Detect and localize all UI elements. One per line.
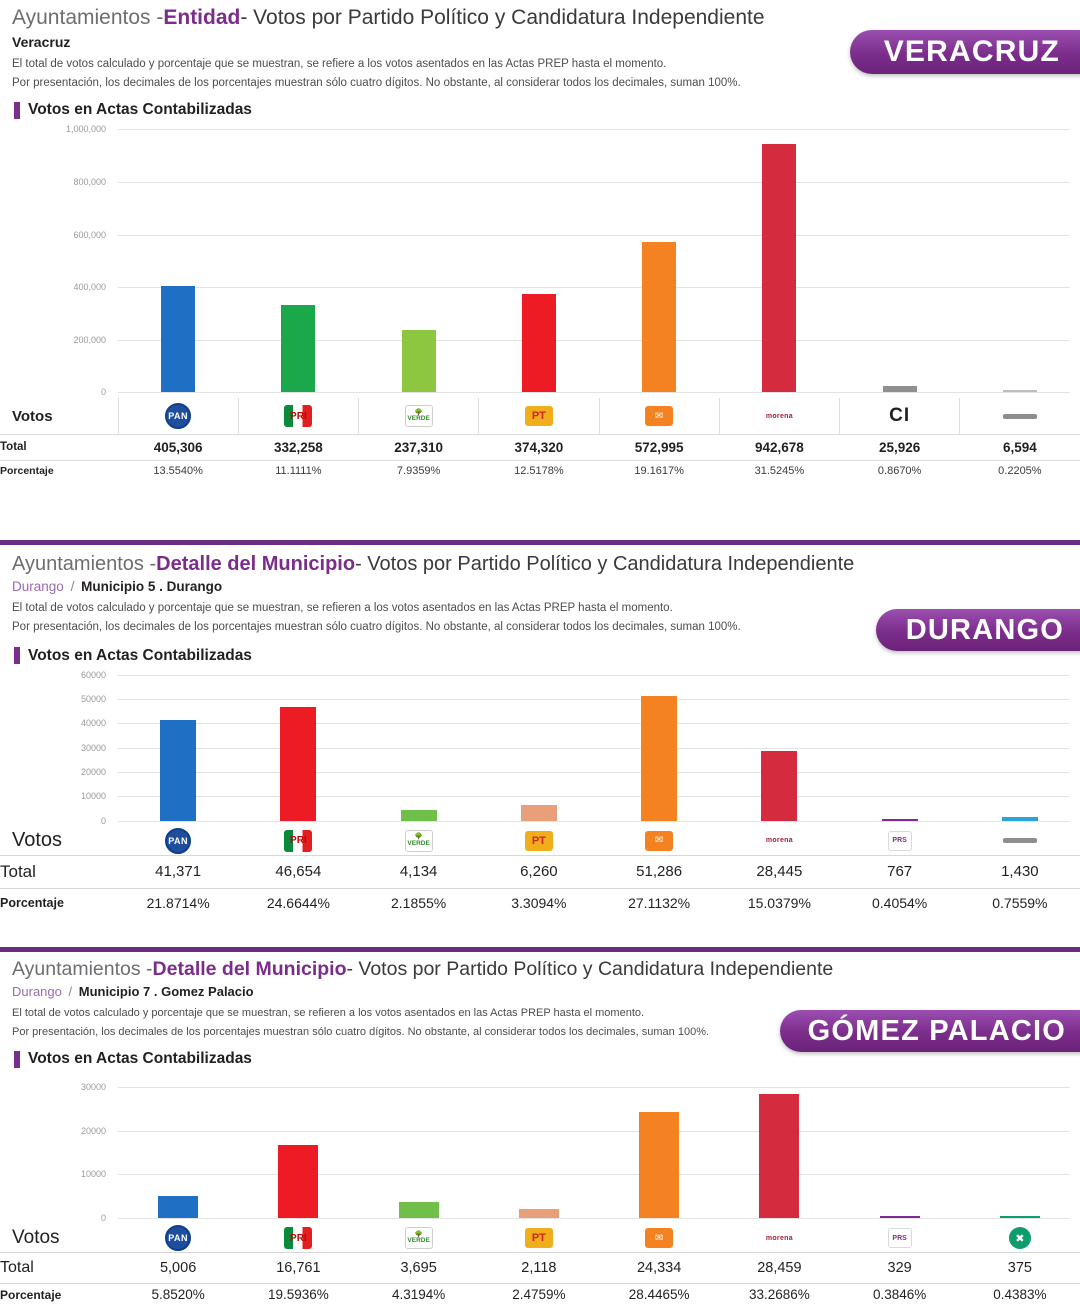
party-logo-cell[interactable] bbox=[599, 1224, 719, 1253]
page-title-veracruz bbox=[0, 0, 1080, 30]
state-ribbon-durango: DURANGO bbox=[876, 609, 1080, 651]
bar-mc[interactable] bbox=[642, 242, 676, 393]
bar-column bbox=[118, 669, 238, 821]
percent-value: 12.5178% bbox=[479, 460, 599, 483]
party-logo-cell[interactable] bbox=[238, 398, 358, 434]
breadcrumb-state[interactable]: Durango bbox=[12, 984, 62, 999]
party-logo-cell[interactable] bbox=[960, 398, 1080, 434]
party-logo-cell[interactable] bbox=[479, 398, 599, 434]
y-axis-tick-label: 50000 bbox=[80, 693, 106, 704]
party-logo-cell[interactable] bbox=[960, 1224, 1080, 1253]
pvem-icon: 🌳 VERDE bbox=[405, 405, 433, 427]
total-value: 3,695 bbox=[359, 1253, 479, 1284]
y-axis-tick-label: 400,000 bbox=[73, 282, 106, 293]
total-value: 41,371 bbox=[118, 855, 238, 888]
y-axis-tick-label: 20000 bbox=[80, 1125, 106, 1136]
section-title: Votos en Actas Contabilizadas bbox=[28, 646, 252, 664]
breadcrumb-separator: / bbox=[68, 984, 73, 999]
percent-value: 33.2686% bbox=[719, 1284, 839, 1306]
title-prefix: Ayuntamientos - bbox=[12, 553, 157, 575]
party-logo-cell[interactable] bbox=[118, 1224, 238, 1253]
title-suffix: - Votos por Partido Político y Candidatura Independiente bbox=[346, 958, 834, 980]
y-axis-tick-label: 0 bbox=[100, 815, 106, 826]
percent-value: 15.0379% bbox=[719, 888, 839, 917]
fxm-icon: ✖ bbox=[1009, 1227, 1031, 1249]
y-axis-tick-label: 200,000 bbox=[73, 334, 106, 345]
party-logo-cell[interactable] bbox=[840, 1224, 960, 1253]
total-value: 16,761 bbox=[238, 1253, 358, 1284]
chart-veracruz bbox=[0, 123, 1080, 398]
bar-pan[interactable] bbox=[158, 1196, 198, 1218]
bar-column bbox=[960, 669, 1080, 821]
party-logo-row bbox=[0, 827, 1080, 856]
y-axis-tick-label: 10000 bbox=[80, 1169, 106, 1180]
total-label: Total bbox=[0, 1253, 118, 1284]
morena-icon: morena bbox=[754, 409, 804, 423]
section-accent-bar bbox=[14, 647, 20, 664]
percent-value: 2.4759% bbox=[479, 1284, 599, 1306]
breadcrumb-gomez-palacio bbox=[0, 981, 1080, 999]
total-value: 767 bbox=[840, 855, 960, 888]
page-title-gomez-palacio bbox=[0, 952, 1080, 981]
percent-value: 21.8714% bbox=[118, 888, 238, 917]
total-value: 5,006 bbox=[118, 1253, 238, 1284]
pan-icon: PAN bbox=[165, 828, 191, 854]
total-value: 405,306 bbox=[118, 434, 238, 460]
percent-label: Porcentaje bbox=[0, 460, 118, 483]
votes-label: Votos bbox=[12, 829, 63, 851]
state-ribbon-gomez-palacio: GÓMEZ PALACIO bbox=[780, 1010, 1080, 1052]
y-axis-tick-label: 0 bbox=[100, 387, 106, 398]
pri-icon: PRI bbox=[284, 405, 312, 427]
bar-column bbox=[238, 669, 358, 821]
bar-pri[interactable] bbox=[278, 1145, 318, 1218]
note-line-1: El total de votos calculado y porcentaje que se muestran, se refieren a los votos asentados en las Actas PREP hasta el momento. bbox=[12, 602, 673, 614]
other-icon bbox=[1003, 838, 1037, 843]
total-value: 6,260 bbox=[479, 855, 599, 888]
bar-column bbox=[238, 123, 358, 392]
percent-value: 4.3194% bbox=[359, 1284, 479, 1306]
bar-mc[interactable] bbox=[639, 1112, 679, 1218]
title-suffix: - Votos por Partido Político y Candidatura Independiente bbox=[240, 6, 765, 29]
bar-otros[interactable] bbox=[1002, 817, 1038, 820]
total-value: 237,310 bbox=[359, 434, 479, 460]
bar-column bbox=[359, 123, 479, 392]
title-prefix: Ayuntamientos - bbox=[12, 958, 153, 980]
party-logo-cell[interactable] bbox=[359, 1224, 479, 1253]
bar-pt[interactable] bbox=[522, 294, 556, 392]
breadcrumb-municipio: Municipio 7 . Gomez Palacio bbox=[78, 984, 254, 999]
party-logo-cell[interactable] bbox=[960, 827, 1080, 856]
bar-column bbox=[359, 669, 479, 821]
y-axis-tick-label: 0 bbox=[100, 1213, 106, 1223]
bar-column bbox=[960, 1072, 1080, 1218]
panel-veracruz bbox=[0, 0, 1080, 540]
votes-table-gomez-palacio bbox=[0, 1224, 1080, 1305]
panel-gomez-palacio bbox=[0, 952, 1080, 1312]
total-value: 332,258 bbox=[238, 434, 358, 460]
party-logo-cell[interactable] bbox=[359, 398, 479, 434]
title-scope: Detalle del Municipio bbox=[156, 553, 356, 575]
percent-label: Porcentaje bbox=[0, 888, 118, 917]
votes-label: Votos bbox=[12, 407, 53, 425]
y-axis-tick-label: 30000 bbox=[80, 1081, 106, 1092]
votes-table-veracruz bbox=[0, 398, 1080, 483]
breadcrumb-state[interactable]: Durango bbox=[12, 579, 64, 594]
total-value: 24,334 bbox=[599, 1253, 719, 1284]
y-axis-tick-label: 30000 bbox=[80, 742, 106, 753]
bar-pan[interactable] bbox=[160, 720, 196, 821]
party-logo-cell[interactable] bbox=[719, 398, 839, 434]
percent-value: 3.3094% bbox=[479, 888, 599, 917]
bar-column bbox=[840, 123, 960, 392]
title-scope: Detalle del Municipio bbox=[152, 958, 347, 980]
percent-value: 19.5936% bbox=[238, 1284, 358, 1306]
percent-value: 27.1132% bbox=[599, 888, 719, 917]
table-row-total bbox=[0, 434, 1080, 460]
y-axis-tick-label: 20000 bbox=[80, 766, 106, 777]
percent-label: Porcentaje bbox=[0, 1284, 118, 1306]
bar-morena[interactable] bbox=[761, 751, 797, 820]
table-row-percent bbox=[0, 888, 1080, 917]
pvem-icon: 🌳 VERDE bbox=[405, 830, 433, 852]
total-value: 374,320 bbox=[479, 434, 599, 460]
mc-icon: ✉ bbox=[645, 1228, 673, 1248]
total-value: 6,594 bbox=[960, 434, 1080, 460]
mc-icon: ✉ bbox=[645, 406, 673, 426]
bar-prs[interactable] bbox=[880, 1216, 920, 1218]
total-value: 942,678 bbox=[719, 434, 839, 460]
party-logo-cell[interactable] bbox=[479, 827, 599, 856]
mc-icon: ✉ bbox=[645, 831, 673, 851]
percent-value: 7.9359% bbox=[359, 460, 479, 483]
pt-icon: PT bbox=[525, 831, 553, 851]
panel-durango bbox=[0, 545, 1080, 947]
section-title-row-veracruz bbox=[0, 91, 1080, 123]
bar-pri[interactable] bbox=[281, 305, 315, 392]
total-value: 1,430 bbox=[960, 855, 1080, 888]
prs-icon: PRS bbox=[888, 831, 912, 851]
bar-pt[interactable] bbox=[521, 805, 557, 820]
y-axis-tick-label: 600,000 bbox=[73, 229, 106, 240]
bar-column bbox=[238, 1072, 358, 1218]
total-value: 2,118 bbox=[479, 1253, 599, 1284]
page-title-durango bbox=[0, 545, 1080, 576]
pvem-icon: 🌳 VERDE bbox=[405, 1227, 433, 1249]
percent-value: 31.5245% bbox=[719, 460, 839, 483]
chart-gomez-palacio bbox=[0, 1072, 1080, 1224]
party-logo-cell[interactable] bbox=[840, 827, 960, 856]
note-line-1: El total de votos calculado y porcentaje que se muestran, se refiere a los votos asentados en las Actas PREP hasta el momento. bbox=[12, 58, 667, 70]
chart-durango bbox=[0, 669, 1080, 827]
y-axis-tick-label: 1,000,000 bbox=[65, 124, 106, 135]
total-value: 4,134 bbox=[359, 855, 479, 888]
state-ribbon-veracruz: VERACRUZ bbox=[850, 30, 1080, 74]
y-axis-tick-label: 40000 bbox=[80, 718, 106, 729]
percent-value: 13.5540% bbox=[118, 460, 238, 483]
table-row-percent bbox=[0, 1284, 1080, 1306]
title-prefix: Ayuntamientos - bbox=[12, 6, 164, 29]
pan-icon: PAN bbox=[165, 1225, 191, 1251]
bar-pt[interactable] bbox=[519, 1209, 559, 1218]
percent-value: 0.4054% bbox=[840, 888, 960, 917]
percent-value: 0.2205% bbox=[960, 460, 1080, 483]
party-logo-cell[interactable] bbox=[238, 827, 358, 856]
party-logo-cell[interactable] bbox=[719, 827, 839, 856]
bar-morena[interactable] bbox=[762, 144, 796, 392]
bar-column bbox=[359, 1072, 479, 1218]
total-value: 28,445 bbox=[719, 855, 839, 888]
note-line-2: Por presentación, los decimales de los porcentajes muestran sólo cuatro dígitos. No obstante, al considerar todos los decimales, suman 100%. bbox=[12, 76, 741, 89]
bar-ci[interactable] bbox=[883, 386, 917, 393]
bar-pri[interactable] bbox=[280, 707, 316, 821]
bar-column bbox=[599, 1072, 719, 1218]
bar-column bbox=[719, 123, 839, 392]
bar-fxm[interactable] bbox=[1000, 1216, 1040, 1218]
morena-icon: morena bbox=[754, 834, 804, 848]
total-value: 51,286 bbox=[599, 855, 719, 888]
percent-value: 2.1855% bbox=[359, 888, 479, 917]
party-logo-cell[interactable] bbox=[599, 827, 719, 856]
total-value: 28,459 bbox=[719, 1253, 839, 1284]
bar-pvem[interactable] bbox=[399, 1202, 439, 1218]
table-row-total bbox=[0, 1253, 1080, 1284]
percent-value: 19.1617% bbox=[599, 460, 719, 483]
bar-column bbox=[719, 1072, 839, 1218]
party-logo-row bbox=[0, 1224, 1080, 1253]
bar-column bbox=[840, 669, 960, 821]
votes-table-durango bbox=[0, 827, 1080, 917]
bar-column bbox=[599, 669, 719, 821]
total-label: Total bbox=[0, 855, 118, 888]
bar-column bbox=[960, 123, 1080, 392]
section-title: Votos en Actas Contabilizadas bbox=[28, 1050, 252, 1067]
pt-icon: PT bbox=[525, 406, 553, 426]
total-label: Total bbox=[0, 434, 118, 460]
pan-icon: PAN bbox=[165, 403, 191, 429]
pri-icon: PRI bbox=[284, 830, 312, 852]
party-logo-cell[interactable] bbox=[118, 827, 238, 856]
pt-icon: PT bbox=[525, 1228, 553, 1248]
breadcrumb-municipio: Municipio 5 . Durango bbox=[81, 579, 223, 594]
total-value: 572,995 bbox=[599, 434, 719, 460]
percent-value: 0.8670% bbox=[840, 460, 960, 483]
percent-value: 24.6644% bbox=[238, 888, 358, 917]
section-accent-bar bbox=[14, 1051, 20, 1068]
percent-value: 0.7559% bbox=[960, 888, 1080, 917]
party-logo-cell[interactable] bbox=[719, 1224, 839, 1253]
percent-value: 11.1111% bbox=[238, 460, 358, 483]
total-value: 25,926 bbox=[840, 434, 960, 460]
breadcrumb-durango bbox=[0, 576, 1080, 594]
title-suffix: - Votos por Partido Político y Candidatura Independiente bbox=[355, 553, 855, 575]
note-line-2: Por presentación, los decimales de los porcentajes muestran sólo cuatro dígitos. No obstante, al considerar todos los decimales, suman 100%. bbox=[12, 1025, 710, 1038]
percent-value: 28.4465% bbox=[599, 1284, 719, 1306]
bar-column bbox=[479, 669, 599, 821]
percent-value: 0.4383% bbox=[960, 1284, 1080, 1306]
percent-value: 0.3846% bbox=[840, 1284, 960, 1306]
table-row-total bbox=[0, 855, 1080, 888]
bar-morena[interactable] bbox=[759, 1094, 799, 1219]
bar-column bbox=[479, 1072, 599, 1218]
note-line-1: El total de votos calculado y porcentaje que se muestran, se refieren a los votos asentados en las Actas PREP hasta el momento. bbox=[12, 1007, 645, 1019]
bar-column bbox=[118, 123, 238, 392]
percent-value: 5.8520% bbox=[118, 1284, 238, 1306]
bar-column bbox=[840, 1072, 960, 1218]
bar-prs[interactable] bbox=[882, 819, 918, 821]
morena-icon: morena bbox=[754, 1231, 804, 1245]
party-logo-cell[interactable] bbox=[599, 398, 719, 434]
note-line-2: Por presentación, los decimales de los porcentajes muestran sólo cuatro dígitos. No obstante, al considerar todos los decimales, suman 100%. bbox=[12, 621, 741, 634]
bar-column bbox=[118, 1072, 238, 1218]
y-axis-tick-label: 800,000 bbox=[73, 176, 106, 187]
party-logo-cell[interactable] bbox=[118, 398, 238, 434]
section-accent-bar bbox=[14, 102, 20, 119]
party-logo-cell[interactable] bbox=[840, 398, 960, 434]
party-logo-cell[interactable] bbox=[238, 1224, 358, 1253]
bar-pvem[interactable] bbox=[402, 330, 436, 392]
party-logo-row bbox=[0, 398, 1080, 434]
prs-icon: PRS bbox=[888, 1228, 912, 1248]
votes-label: Votos bbox=[12, 1227, 60, 1248]
plot-area bbox=[118, 669, 1080, 827]
ci-label: CI bbox=[889, 405, 911, 427]
pri-icon: PRI bbox=[284, 1227, 312, 1249]
party-logo-cell[interactable] bbox=[479, 1224, 599, 1253]
title-scope: Entidad bbox=[163, 6, 241, 29]
bar-pan[interactable] bbox=[161, 286, 195, 393]
bar-column bbox=[719, 669, 839, 821]
breadcrumb-separator: / bbox=[70, 579, 75, 594]
bar-pvem[interactable] bbox=[401, 810, 437, 820]
party-logo-cell[interactable] bbox=[359, 827, 479, 856]
plot-area bbox=[118, 123, 1080, 398]
y-axis-tick-label: 60000 bbox=[80, 669, 106, 680]
state-subtitle: Veracruz bbox=[12, 34, 71, 50]
table-row-percent bbox=[0, 460, 1080, 483]
bar-mc[interactable] bbox=[641, 696, 677, 821]
bar-otros[interactable] bbox=[1003, 390, 1037, 392]
total-value: 375 bbox=[960, 1253, 1080, 1284]
section-title: Votos en Actas Contabilizadas bbox=[28, 101, 252, 119]
y-axis-tick-label: 10000 bbox=[80, 791, 106, 802]
other-icon bbox=[1003, 414, 1037, 419]
total-value: 329 bbox=[840, 1253, 960, 1284]
bar-column bbox=[599, 123, 719, 392]
total-value: 46,654 bbox=[238, 855, 358, 888]
bar-column bbox=[479, 123, 599, 392]
plot-area bbox=[118, 1072, 1080, 1224]
